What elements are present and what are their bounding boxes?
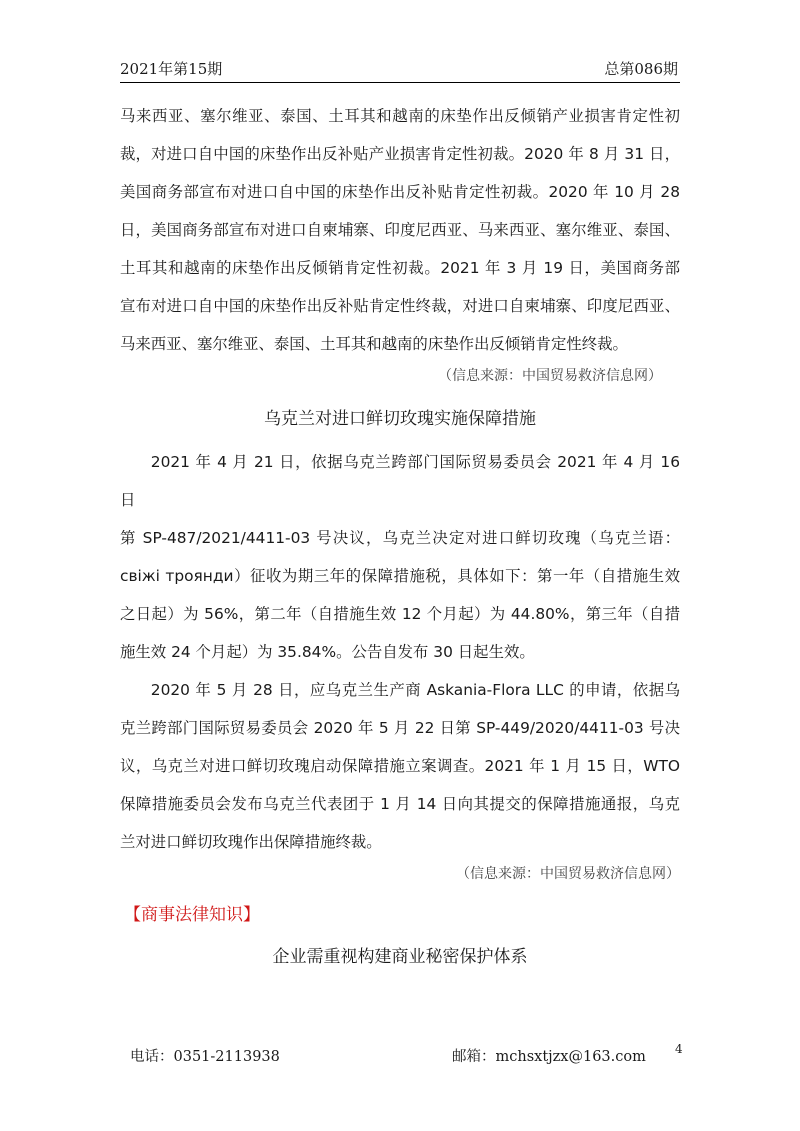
- text-line: 宣布对进口自中国的床垫作出反补贴肯定性终裁，对进口自柬埔寨、印度尼西亚、: [120, 297, 680, 315]
- page-content: [120, 97, 680, 981]
- text-line: 裁，对进口自中国的床垫作出反补贴产业损害肯定性初裁。2020 年 8 月 31 日，: [120, 145, 680, 163]
- article-title: 企业需重视构建商业秘密保护体系: [272, 947, 528, 967]
- article-title: 乌克兰对进口鲜切玫瑰实施保障措施: [264, 409, 536, 429]
- text-line: 克兰跨部门国际贸易委员会 2020 年 5 月 22 日第 SP-449/2020/4411-03 号决: [120, 719, 680, 737]
- email-address: 邮箱：mchsxtjzx@163.com: [452, 1049, 646, 1065]
- total-issue-number: 总第086期: [604, 60, 678, 78]
- text-line: 保障措施委员会发布乌克兰代表团于 1 月 14 日向其提交的保障措施通报，乌克: [120, 795, 680, 813]
- text-line: 2021 年 4 月 21 日，依据乌克兰跨部门国际贸易委员会 2021 年 4 月 16 日: [120, 453, 680, 509]
- section-heading: 【商事法律知识】: [124, 905, 260, 925]
- article2-paragraph-1: [120, 443, 680, 671]
- page-header: [120, 54, 680, 83]
- text-line: 第 SP-487/2021/4411-03 号决议，乌克兰决定对进口鲜切玫瑰（乌克兰语：: [120, 529, 680, 547]
- page-footer: [130, 1042, 690, 1067]
- info-source: （信息来源：中国贸易救济信息网）: [438, 368, 662, 384]
- text-line: 兰对进口鲜切玫瑰作出保障措施终裁。: [120, 833, 382, 851]
- section1-paragraph: [120, 97, 680, 363]
- text-line: 议，乌克兰对进口鲜切玫瑰启动保障措施立案调查。2021 年 1 月 15 日，WTO: [120, 757, 680, 775]
- text-line: 施生效 24 个月起）为 35.84%。公告自发布 30 日起生效。: [120, 643, 535, 661]
- text-line: 美国商务部宣布对进口自中国的床垫作出反补贴肯定性初裁。2020 年 10 月 28: [120, 183, 680, 201]
- text-line: свіжі троянди）征收为期三年的保障措施税，具体如下：第一年（自措施生效: [120, 567, 680, 585]
- text-line: 日，美国商务部宣布对进口自柬埔寨、印度尼西亚、马来西亚、塞尔维亚、泰国、: [120, 221, 680, 239]
- issue-number: 2021年第15期: [120, 60, 223, 78]
- page-number: 4: [675, 1042, 683, 1056]
- text-line: 马来西亚、塞尔维亚、泰国、土耳其和越南的床垫作出反倾销肯定性终裁。: [120, 335, 628, 353]
- text-line: 2020 年 5 月 28 日，应乌克兰生产商 Askania-Flora LLC 的申请，依据乌: [150, 681, 680, 699]
- article2-paragraph-2: [120, 671, 680, 861]
- info-source: （信息来源：中国贸易救济信息网）: [456, 866, 680, 882]
- text-line: 之日起）为 56%，第二年（自措施生效 12 个月起）为 44.80%，第三年（自措: [120, 605, 680, 623]
- text-line: 马来西亚、塞尔维亚、泰国、土耳其和越南的床垫作出反倾销产业损害肯定性初: [120, 107, 680, 125]
- text-line: 土耳其和越南的床垫作出反倾销肯定性初裁。2021 年 3 月 19 日，美国商务部: [120, 259, 680, 277]
- phone-number: 电话：0351-2113938: [130, 1049, 280, 1065]
